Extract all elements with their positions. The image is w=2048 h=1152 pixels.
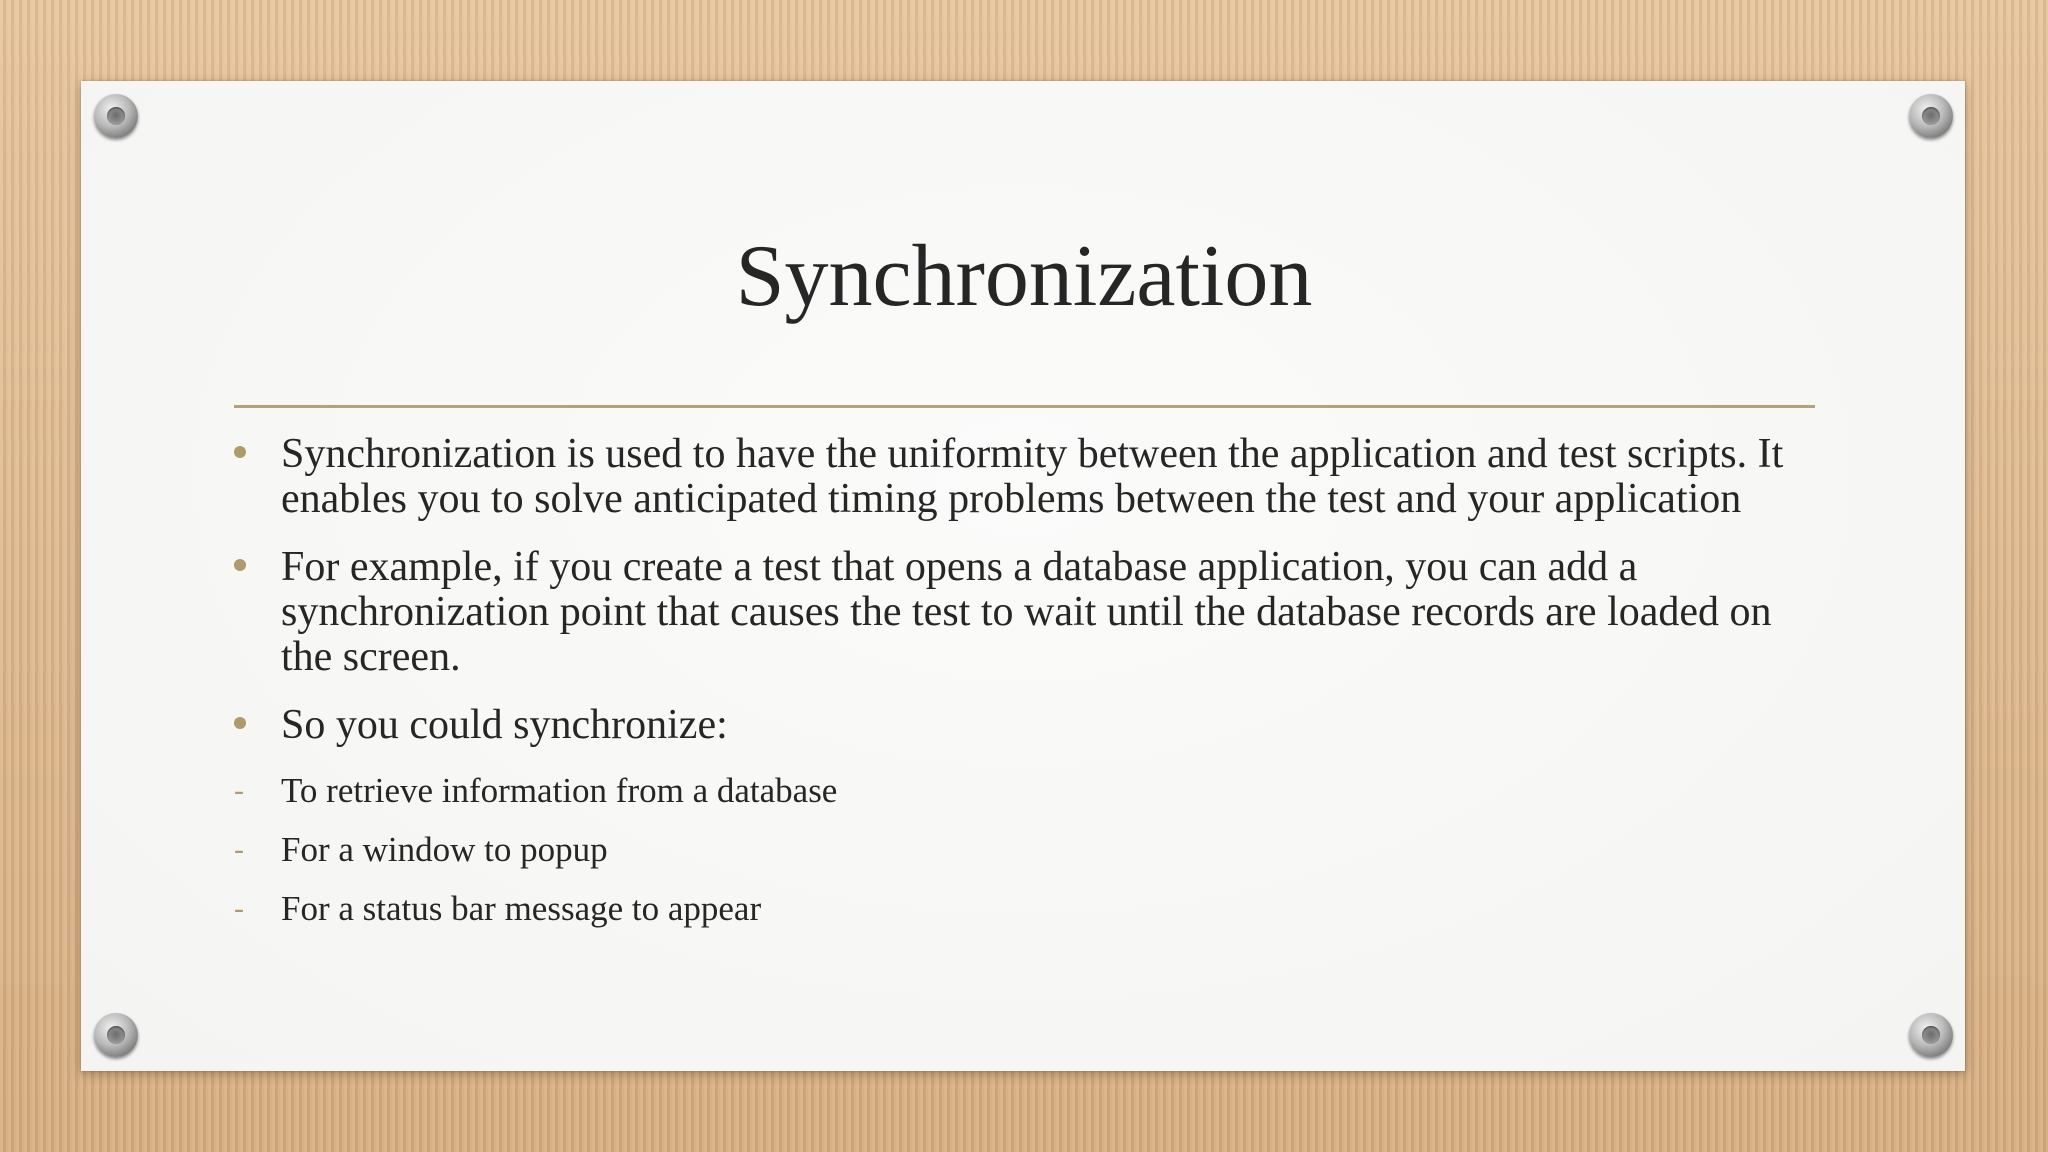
bullet-dot-icon [234, 446, 246, 458]
grommet-icon [1909, 94, 1953, 138]
sub-bullet-item [234, 771, 1794, 811]
sub-bullet-text: For a window to popup [281, 830, 608, 869]
bullet-dot-icon [234, 717, 246, 729]
dash-icon: - [234, 892, 244, 925]
bullet-text: For example, if you create a test that opens a database application, you can add a synchronization point that causes the test to wait until the database records are loaded on the screen. [281, 544, 1772, 680]
sub-bullet-text: To retrieve information from a database [281, 771, 838, 810]
grommet-icon [94, 94, 138, 138]
sub-bullet-text: For a status bar message to appear [281, 889, 762, 928]
title-divider [234, 405, 1815, 408]
slide-title: Synchronization [735, 228, 1313, 325]
sub-bullet-item [234, 830, 1794, 870]
bullet-text: Synchronization is used to have the uniformity between the application and test scripts. It enables you to solve anticipated timing problems between the test and your application [281, 431, 1784, 522]
dash-icon: - [234, 833, 244, 866]
sub-bullet-item [234, 889, 1794, 929]
grommet-icon [94, 1013, 138, 1057]
dash-icon: - [234, 774, 244, 807]
bullet-text: So you could synchronize: [281, 702, 728, 748]
slide-body [234, 432, 1794, 948]
bullet-item [234, 545, 1794, 680]
bullet-dot-icon [234, 559, 246, 571]
bullet-item [234, 432, 1794, 522]
grommet-icon [1909, 1013, 1953, 1057]
bullet-item [234, 703, 1794, 748]
